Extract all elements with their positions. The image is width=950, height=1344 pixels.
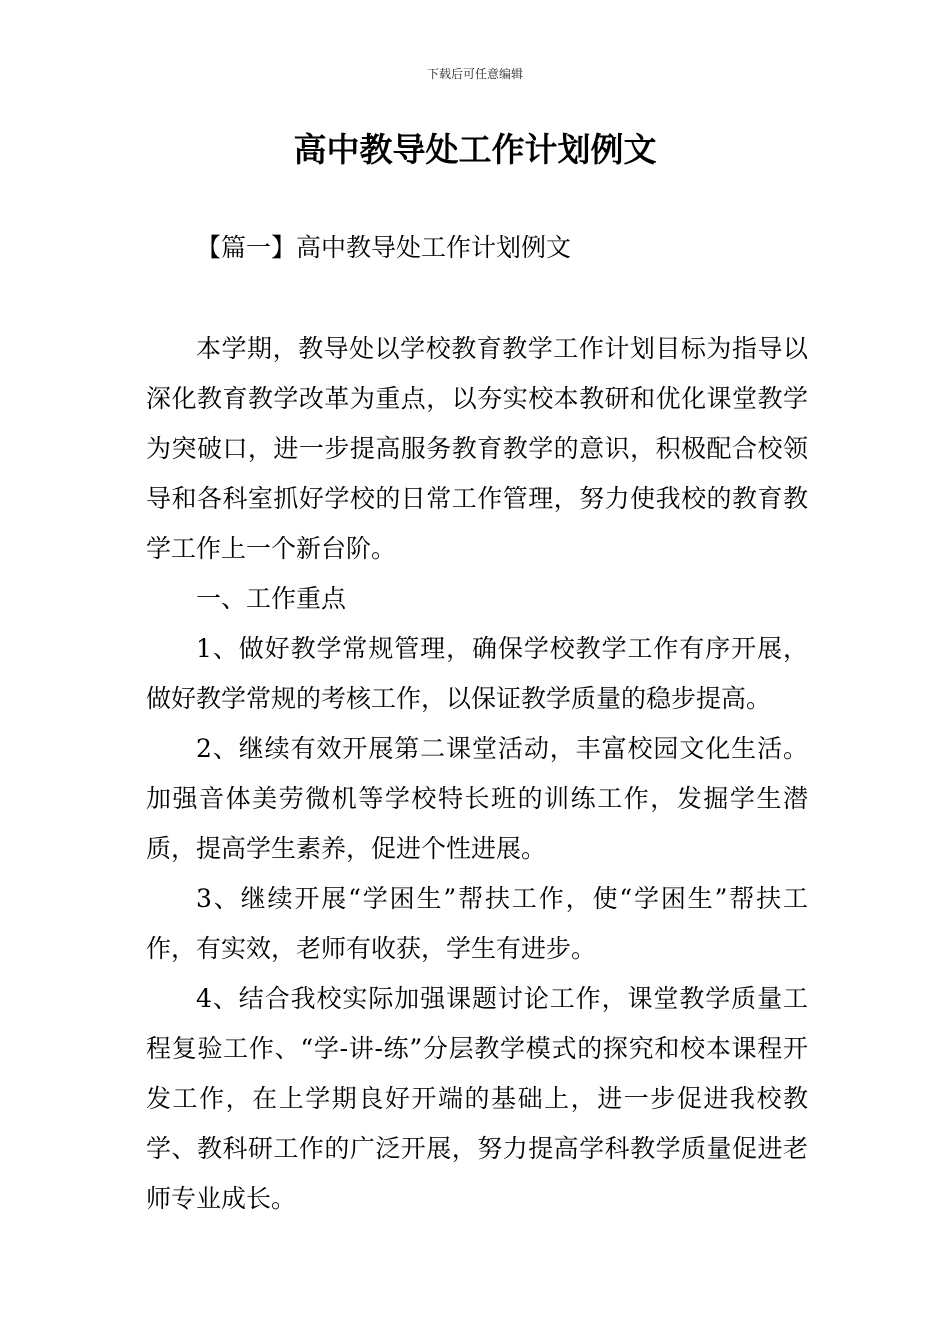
document-title: 高中教导处工作计划例文: [293, 130, 657, 169]
paragraph-work-focus-heading: 一、工作重点: [196, 584, 347, 613]
paragraph-item-3: 3、继续开展“学困生”帮扶工作，使“学困生”帮扶工作，有实效，老师有收获，学生有进步。: [146, 884, 808, 963]
paragraph-intro: 本学期，教导处以学校教育教学工作计划目标为指导以深化教育教学改革为重点，以夯实校本教研和优化课堂教学为突破口，进一步提高服务教育教学的意识，积极配合校领导和各科室抓好学校的日常工作管理，努力使我校的教育教学工作上一个新台阶。: [146, 334, 808, 563]
section-heading: 【篇一】高中教导处工作计划例文: [196, 233, 572, 262]
paragraph-item-2: 2、继续有效开展第二课堂活动，丰富校园文化生活。加强音体美劳微机等学校特长班的训练工作，发掘学生潜质，提高学生素养，促进个性进展。: [146, 734, 808, 863]
paragraph-item-4: 4、结合我校实际加强课题讨论工作，课堂教学质量工程复验工作、“学-讲-练”分层教学模式的探究和校本课程开发工作，在上学期良好开端的基础上，进一步促进我校教学、教科研工作的广泛开展，努力提高学科教学质量促进老师专业成长。: [146, 984, 808, 1213]
paragraph-item-1: 1、做好教学常规管理，确保学校教学工作有序开展，做好教学常规的考核工作，以保证教学质量的稳步提高。: [146, 634, 808, 713]
header-note: 下载后可任意编辑: [426, 67, 523, 81]
document-body: [146, 324, 808, 1224]
